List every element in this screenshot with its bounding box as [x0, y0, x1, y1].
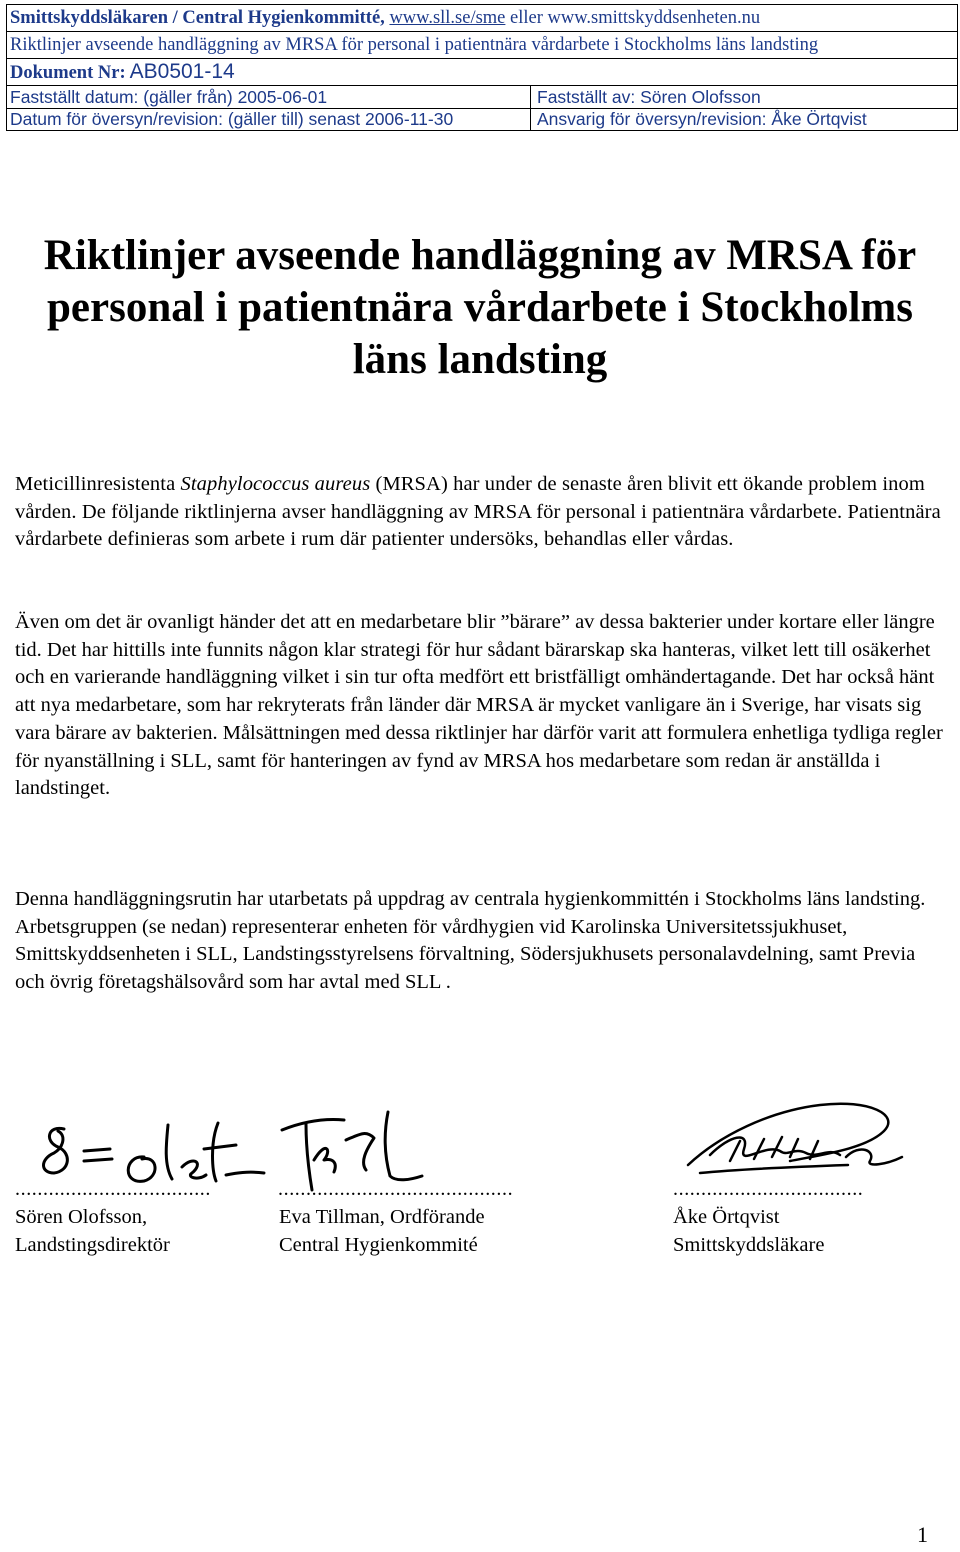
header-doc-title: Riktlinjer avseende handläggning av MRSA för personal i patientnära vårdarbete i Stockholms läns landsting: [10, 35, 819, 55]
link-sll-sme[interactable]: www.sll.se/sme: [389, 8, 506, 28]
docnr-value: AB0501-14: [129, 60, 235, 83]
page-number: 1: [917, 1522, 928, 1547]
origin-text: Denna handläggningsrutin har utarbetats på uppdrag av centrala hygienkommittén i Stockholms läns landsting.: [15, 888, 926, 910]
signer-role: Landstingsdirektör: [15, 1234, 170, 1256]
signature-line: ..................................: [673, 1178, 864, 1200]
signer-role: Central Hygienkommité: [279, 1234, 478, 1256]
link-smittskyddsenheten[interactable]: www.smittskyddsenheten.nu: [547, 8, 761, 28]
signer-name: Åke Örtqvist: [673, 1206, 780, 1228]
species-name: Staphylococcus aureus: [180, 473, 371, 495]
document-header-table: [6, 4, 958, 131]
signature-ake-ortqvist: [670, 1095, 910, 1190]
signer-block: [673, 1203, 824, 1259]
title-line: Riktlinjer avseende handläggning av MRSA för: [43, 232, 917, 279]
working-group-text: Arbetsgruppen (se nedan) representerar enheten för vårdhygien vid Karolinska Universitetssjukhuset, Smittskyddsenheten i SLL, Landstingsstyrelsens förvaltning, Södersjukhusets personalavdelning, samt Previa och övrig företagshälsovård som har avtal med SLL .: [15, 915, 916, 994]
link-separator: eller: [510, 8, 543, 28]
origin-paragraph: [15, 886, 945, 997]
header-docnr-cell: [7, 59, 957, 85]
title-line: personal i patientnära vårdarbete i Stockholms: [47, 284, 913, 331]
header-row-review: [7, 109, 957, 131]
intro-text-start: Meticillinresistenta: [15, 473, 181, 495]
header-row-docnr: [7, 59, 957, 86]
header-row-dates: [7, 86, 957, 109]
docnr-label: Dokument Nr:: [10, 63, 126, 83]
title-line: läns landsting: [352, 336, 608, 383]
document-title: [0, 230, 960, 386]
signer-role: Smittskyddsläkare: [673, 1234, 825, 1256]
signature-line: ...................................: [15, 1178, 211, 1200]
header-row-doc-title: [7, 32, 957, 59]
signer-block: [15, 1203, 170, 1259]
signer-name: Eva Tillman, Ordförande: [279, 1206, 485, 1228]
header-row-org: [7, 5, 957, 32]
intro-text-rest: (MRSA) har under de senaste åren blivit ett ökande problem inom vården. De följande riktlinjerna avser handläggning av MRSA för personal i patientnära vårdarbete. Patientnära vårdarbete definieras som arbete i rum där patienter undersöks, behandlas eller vårdas.: [15, 473, 941, 551]
intro-paragraph: [15, 471, 945, 554]
header-org-cell: [7, 5, 957, 31]
background-paragraph: Även om det är ovanligt händer det att en medarbetare blir ”bärare” av dessa bakterier under kortare eller längre tid. Det har hittills inte funnits någon klar strategi för hur sådant bärarskap ska hanteras, vilket lett till osäkerhet och en varierande handläggning vilket i sin tur ofta medfört ett bristfälligt omhändertagande. Det har också hänt att nya medarbetare, som har rekryterats från länder där MRSA är mycket vanligare än i Sverige, har visats sig vara bärare av bakterien. Målsättningen med dessa riktlinjer har därför varit att formulera enhetliga tydliga regler för nyanställning i SLL, samt för hanteringen av fynd av MRSA hos medarbetare som redan är anställda i landstinget.: [15, 611, 943, 800]
signer-name: Sören Olofsson,: [15, 1206, 148, 1228]
review-date: Datum för översyn/revision: (gäller till) senast 2006-11-30: [10, 109, 454, 129]
signature-line: ..........................................: [278, 1178, 514, 1200]
org-title: Smittskyddsläkaren / Central Hygienkommitté,: [10, 8, 385, 28]
set-by: Fastställt av: Sören Olofsson: [537, 87, 761, 107]
date-set: Fastställt datum: (gäller från) 2005-06-01: [10, 87, 328, 107]
signer-block: [279, 1203, 485, 1259]
header-column-divider: [530, 86, 531, 131]
review-responsible: Ansvarig för översyn/revision: Åke Örtqvist: [537, 109, 867, 129]
